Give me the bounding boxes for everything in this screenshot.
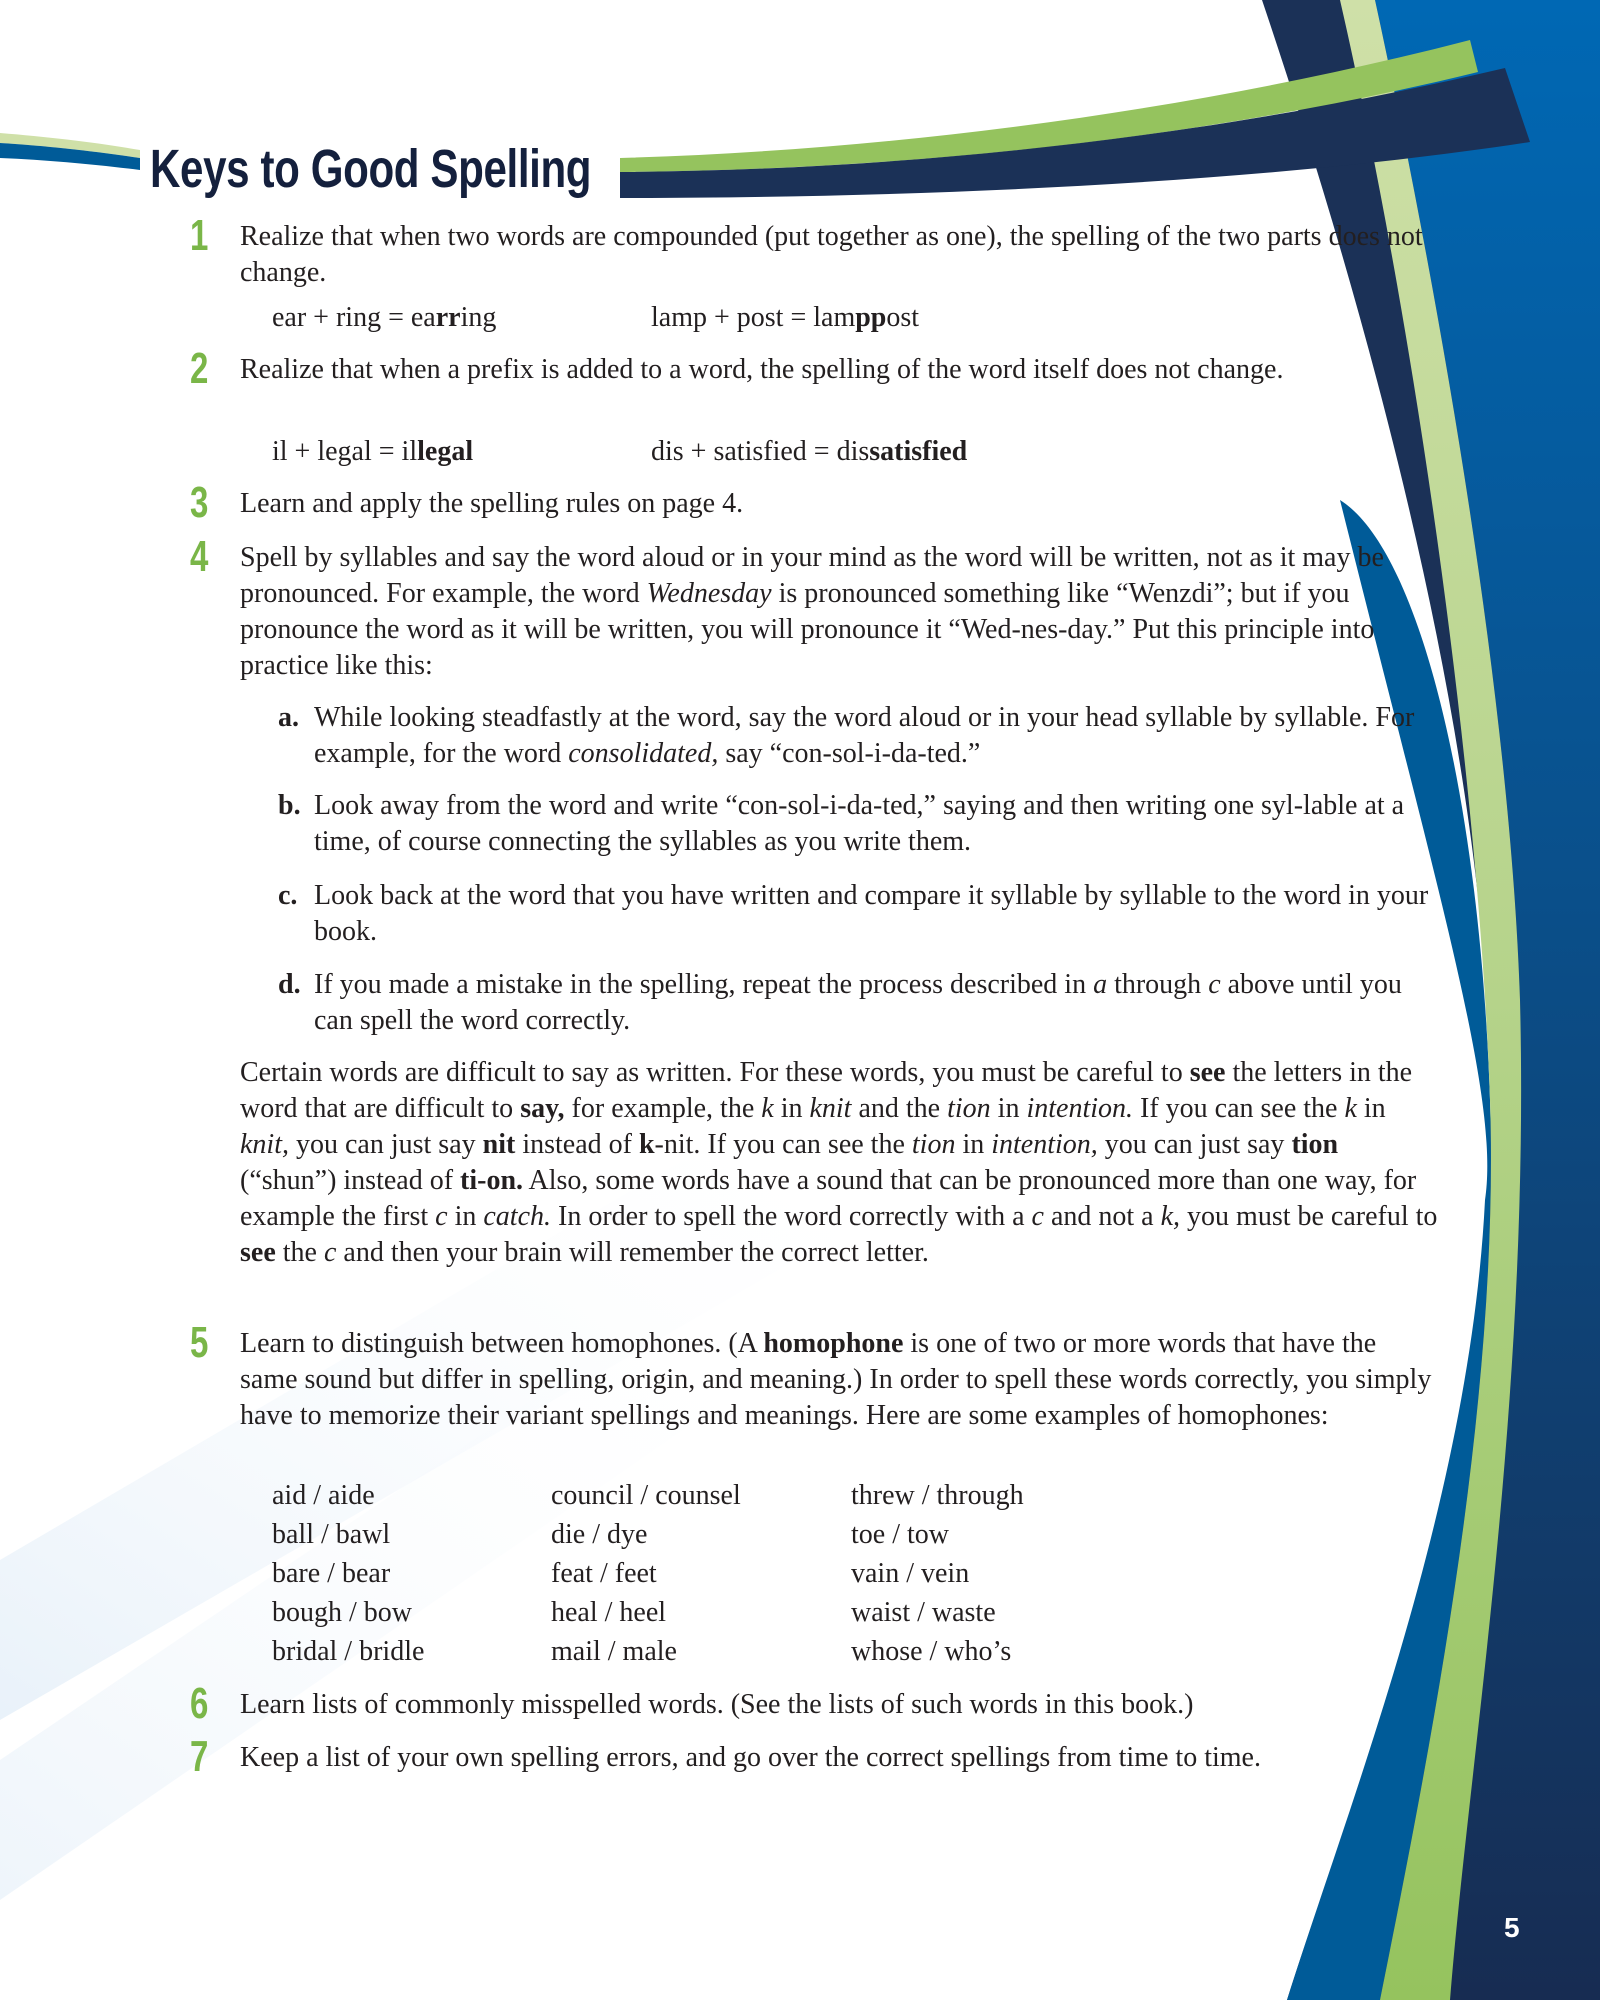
bold-text: say, (520, 1093, 565, 1124)
text-run: for example, the (564, 1093, 762, 1124)
homophone-pair: bough / bow (272, 1597, 412, 1628)
italic-text: intention. (1026, 1093, 1133, 1124)
item-text (240, 1326, 1440, 1434)
text-run: in (1356, 1093, 1386, 1124)
text-run: in (990, 1093, 1027, 1124)
item-text (240, 486, 1440, 522)
homophone-pair: feat / feet (551, 1558, 657, 1589)
homophone-pair: toe / tow (851, 1519, 949, 1550)
text-run: Keep a list of your own spelling errors, and go over the correct spellings from time to time. (240, 1742, 1261, 1773)
italic-text: catch. (483, 1201, 552, 1232)
homophone-pair: mail / male (551, 1636, 677, 1667)
text-run: in (447, 1201, 484, 1232)
text-run: Also, some words have a sound that can be pronounced more than one way, for example the first (240, 1165, 1417, 1232)
text-run: you must be careful to (1180, 1201, 1438, 1232)
text-run: Learn to distinguish between homophones. (A (240, 1328, 764, 1359)
text-run: say “con-sol-i-da-ted.” (718, 738, 981, 769)
item-text (240, 1687, 1440, 1723)
italic-text: a (1093, 969, 1108, 1000)
text-run: ear + ring = ea (272, 302, 436, 333)
homophone-pair: threw / through (851, 1480, 1024, 1511)
bold-text: pp (855, 302, 887, 333)
text-run: you can just say (289, 1129, 483, 1160)
homophone-pair: die / dye (551, 1519, 648, 1550)
italic-text: consolidated, (568, 738, 719, 769)
step-label: d. (278, 969, 301, 1000)
text-run: Spell by syllables and say the word aloud or in your mind as the word will be written, not as it may be pronounced. For example, the word (240, 542, 1384, 609)
bold-text: satisfied (869, 436, 968, 467)
item-number: 4 (190, 532, 209, 581)
text-run: the letters in the word that are difficult to (240, 1057, 1413, 1124)
item-text (240, 352, 1440, 388)
text-run: ing (460, 302, 497, 333)
italic-text: intention, (991, 1129, 1098, 1160)
step-label: c. (278, 880, 298, 911)
text-run: If you made a mistake in the spelling, repeat the process described in (314, 969, 1094, 1000)
bold-text: see (240, 1237, 276, 1268)
item-text (240, 219, 1440, 291)
item-number: 2 (190, 344, 209, 393)
bold-text: k (638, 1129, 655, 1160)
item-number: 6 (190, 1679, 209, 1728)
homophone-pair: bridal / bridle (272, 1636, 425, 1667)
example (272, 434, 473, 470)
item-number: 7 (190, 1732, 209, 1781)
italic-text: c (435, 1201, 448, 1232)
text-run: through (1107, 969, 1209, 1000)
text-run: the (275, 1237, 324, 1268)
text-run: -nit. If you can see the (654, 1129, 912, 1160)
text-run: In order to spell the word correctly with a (551, 1201, 1032, 1232)
item-number: 3 (190, 478, 209, 527)
bold-text: see (1189, 1057, 1226, 1088)
page-number: 5 (1504, 1912, 1520, 1943)
step-text (314, 967, 1439, 1039)
bold-text: homophone (763, 1328, 904, 1359)
step-text (314, 788, 1439, 860)
bold-text: ti-on. (460, 1165, 524, 1196)
item-number: 1 (190, 211, 209, 260)
italic-text: k, (1160, 1201, 1181, 1232)
text-run: you can just say (1097, 1129, 1292, 1160)
italic-text: k (761, 1093, 774, 1124)
text-run: Certain words are difficult to say as written. For these words, you must be careful to (240, 1057, 1190, 1088)
text-run: If you can see the (1133, 1093, 1345, 1124)
bold-text: legal (417, 436, 474, 467)
homophone-pair: council / counsel (551, 1480, 741, 1511)
italic-text: knit (809, 1093, 852, 1124)
text-run: and not a (1043, 1201, 1161, 1232)
italic-text: c (1208, 969, 1221, 1000)
text-run: Realize that when two words are compounded (put together as one), the spelling of the two parts does not change. (240, 221, 1423, 288)
text-run: in (955, 1129, 992, 1160)
item-number: 5 (190, 1318, 209, 1367)
text-run: Learn lists of commonly misspelled words. (See the lists of such words in this book.) (240, 1689, 1194, 1720)
step-label: a. (278, 702, 299, 733)
page-title: Keys to Good Spelling (150, 139, 592, 199)
bold-text: nit (482, 1129, 516, 1160)
bold-text: tion (1291, 1129, 1339, 1160)
example (651, 300, 919, 336)
text-run: ost (886, 302, 920, 333)
italic-text: tion (947, 1093, 991, 1124)
text-run: lamp + post = lam (651, 302, 856, 333)
italic-text: k (1344, 1093, 1357, 1124)
step-label: b. (278, 790, 301, 821)
text-run: Look away from the word and write “con-sol-i-da-ted,” saying and then writing one syl-lable at a time, of course connecting the syllables as you write them. (314, 790, 1405, 857)
italic-text: Wednesday (646, 578, 772, 609)
homophone-pair: waist / waste (851, 1597, 996, 1628)
homophone-pair: bare / bear (272, 1558, 391, 1589)
homophone-pair: vain / vein (851, 1558, 970, 1589)
item-text (240, 540, 1440, 684)
note-paragraph (240, 1055, 1440, 1271)
italic-text: tion (911, 1129, 956, 1160)
text-run: is pronounced something like “Wenzdi”; but if you pronounce the word as it will be written, you will pronounce it “Wed-nes-day.” Put this principle into practice like this: (240, 578, 1375, 681)
italic-text: c (1031, 1201, 1044, 1232)
text-run: instead of (515, 1129, 639, 1160)
item-text (240, 1740, 1440, 1776)
example (272, 300, 496, 336)
italic-text: c (323, 1237, 337, 1268)
text-run: (“shun”) instead of (240, 1165, 461, 1196)
homophone-pair: heal / heel (551, 1597, 667, 1628)
italic-text: knit, (240, 1129, 289, 1160)
text-run: and then your brain will remember the correct letter. (336, 1237, 929, 1268)
homophone-pair: aid / aide (272, 1480, 375, 1511)
text-run: Look back at the word that you have written and compare it syllable by syllable to the word in your book. (314, 880, 1429, 947)
text-run: Realize that when a prefix is added to a word, the spelling of the word itself does not change. (240, 354, 1284, 385)
bold-text: rr (435, 302, 461, 333)
text-run: il + legal = il (272, 436, 418, 467)
text-run: is one of two or more words that have the same sound but differ in spelling, origin, and meaning.) In order to spell these words correctly, you simply have to memorize their variant spellings and meanings. Here are some examples of homophones: (240, 1328, 1432, 1431)
text-run: Learn and apply the spelling rules on page 4. (240, 488, 744, 519)
example (651, 434, 967, 470)
step-text (314, 700, 1439, 772)
text-run: above until you can spell the word correctly. (314, 969, 1402, 1036)
homophone-pair: whose / who’s (851, 1636, 1012, 1667)
text-run: and the (851, 1093, 948, 1124)
text-run: While looking steadfastly at the word, say the word aloud or in your head syllable by syllable. For example, for the word (314, 702, 1415, 769)
step-text (314, 878, 1439, 950)
text-run: in (773, 1093, 810, 1124)
homophone-pair: ball / bawl (272, 1519, 391, 1550)
text-run: dis + satisfied = dis (651, 436, 870, 467)
